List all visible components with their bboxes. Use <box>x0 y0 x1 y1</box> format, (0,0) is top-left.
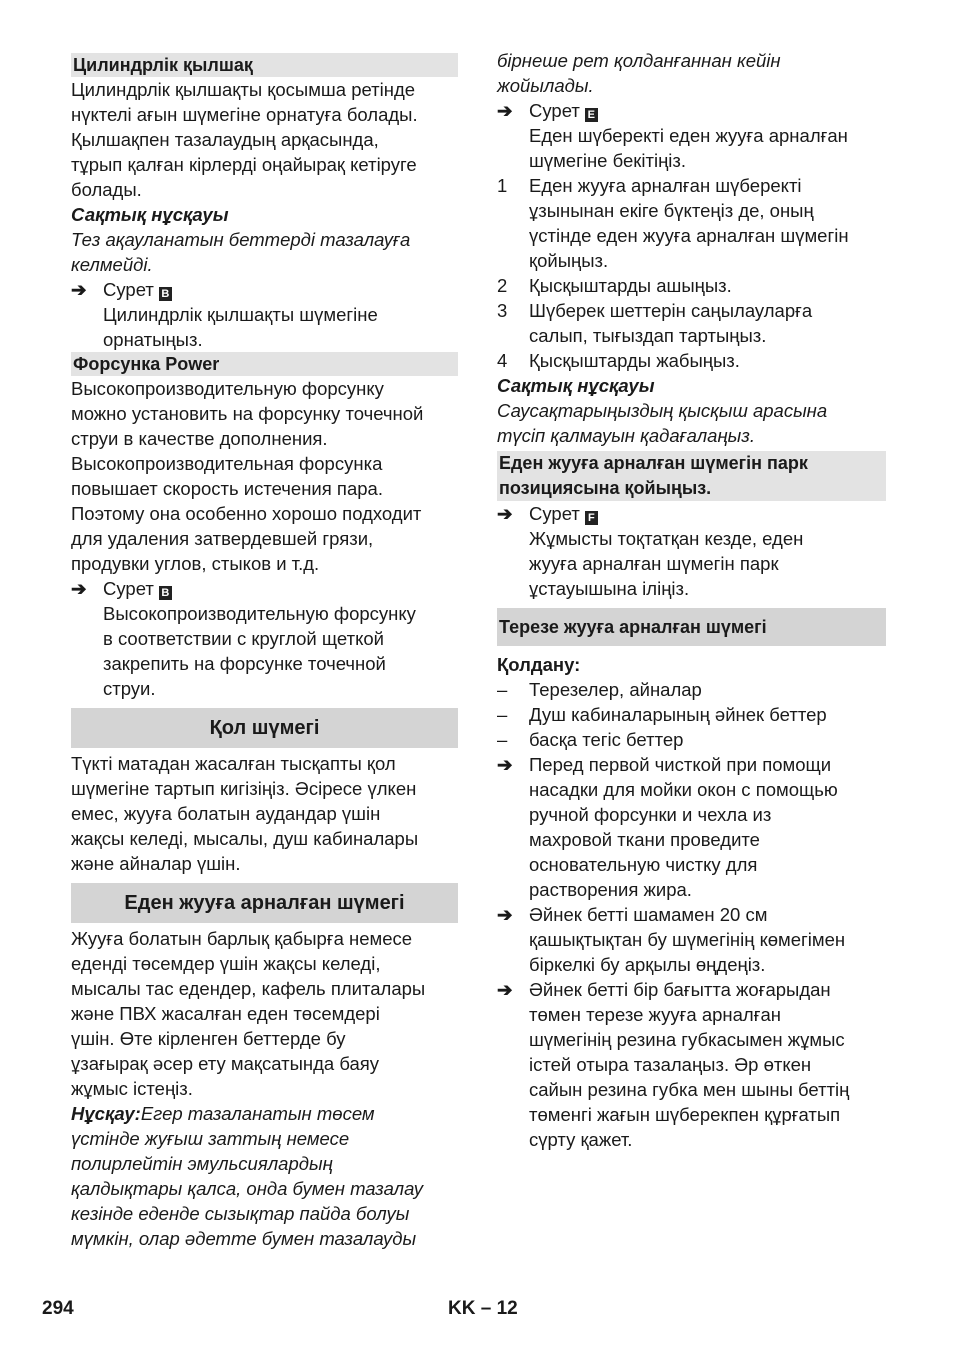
dash-bullet: – <box>497 679 508 700</box>
list-item: 3 Шүберек шеттерін саңылауларға <box>497 300 813 321</box>
left-column: Цилиндрлік қылшақ Цилиндрлік қылшақты қосымша ретінде нүктелі ағын шүмегіне орнатуға болады. Қылшақпен тазалаудың арқасында, тұрып қалған кірлерді оңайырақ кетіруге болады. Сақтық нұсқауы Тез ақауланатын беттерді тазалауға келмейді. ➔ Сурет B Цилиндрлік қылшақты шүмегіне орнатыңыз. Форсунка Power Высокопроизводительную форсунку можно установить на форсунку точечной струи в качестве дополнения. Высокопроизводительная форсунка повышает скорость истечения пара. Поэтому она особенно хорошо подходит для удаления затвердевшей грязи, продувки углов, стыков и т.д. ➔ Сурет B Высокопроизводительную форсунку в соответствии с круглой щеткой закрепить на форсунке точечной струи. Қол шүмегі Түкті матадан жасалған тысқапты қол шүмегіне тартып кигізіңіз. Әсіресе үлкен емес, жууға болатын аудандар үшін жақсы келеді, мысалы, душ кабиналары және айналар үшін. Еден жууға арналған шүмегі Жууға болатын барлық қабырға немесе еденді төсемдер үшін жақсы келеді, мысалы тас едендер, кафель плиталары және ПВХ жасалған еден төсемдері үшін. Өте кірленген беттерде бу ұзағырақ әсер ету мақсатында баяу жұмыс істеңіз. Нұсқау:Егер тазаланатын төсем үстінде жуғыш заттың немесе полирлейтін эмульсиялардың қалдықтары қалса, онда бумен тазалау кезінде еденде сызықтар пайда болуы мүмкін, олар әдетте бумен тазалауды <box>71 48 458 1251</box>
right-arrow-icon: ➔ <box>497 904 513 925</box>
cylinder-brush-text: Цилиндрлік қылшақты қосымша ретінде нүктелі ағын шүмегіне орнатуға болады. Қылшақпен тазалаудың арқасында, тұрып қалған кірлерді оңайырақ кетіруге болады. <box>71 79 418 200</box>
figure-reference: ➔ Сурет B <box>71 576 458 601</box>
usage-label: Қолдану: <box>497 654 581 675</box>
dash-bullet: – <box>497 729 508 750</box>
note-label: Нұсқау: <box>71 1103 141 1124</box>
figure-letter-badge: B <box>159 586 172 600</box>
right-column: бірнеше рет қолданғаннан кейін жойылады. ➔ Сурет E Еден шүберекті еден жууға арналған шүмегіне бекітіңіз. 1 Еден жууға арналған шүберекті ұзынынан екіге бүктеңіз де, оның үстінде еден жууға арналған шүмегін қойыңыз. 2 Қысқыштарды ашыңыз. 3 Шүберек шеттерін саңылауларға салып, тығыздап тартыңыз. 4 Қысқыштарды жабыңыз. Сақтық нұсқауы Саусақтарыңыздың қысқыш арасына түсіп қалмауын қадағалаңыз. Еден жууға арналған шүмегін парк позициясына қойыңыз. ➔ Сурет F Жұмысты тоқтатқан кезде, еден жууға арналған шүмегін парк ұстауышына іліңіз. Терезе жууға арналған шүмегі Қолдану: – Терезелер, айналар – Душ кабиналарының әйнек беттер – басқа тегіс беттер ➔ Перед первой чисткой при помощи насадки для мойки окон с помощью ручной форсунки и чехла из махровой ткани проведите основательную чистку для растворения жира. ➔ Әйнек бетті шамамен 20 см қашықтықтан бу шүмегінің көмегімен біркелкі бу арқылы өңдеңіз. ➔ Әйнек бетті бір бағытта жоғарыдан төмен терезе жууға арналған шүмегінің резина губкасымен жұмыс істей отыра тазалаңыз. Әр өткен сайын резина губка мен шыны беттің төменгі жағын шүберекпен құрғатып сүрту қажет. <box>497 48 886 1152</box>
window-nozzle-heading: Терезе жууға арналған шүмегі <box>497 608 886 646</box>
floor-nozzle-heading: Еден жууға арналған шүмегі <box>71 883 458 923</box>
figure-letter-badge: F <box>585 511 598 525</box>
figure-letter-badge: E <box>585 108 598 122</box>
hand-nozzle-text: Түкті матадан жасалған тысқапты қол шүмегіне тартып кигізіңіз. Әсіресе үлкен емес, жууға болатын аудандар үшін жақсы келеді, мысалы, душ кабиналары және айналар үшін. <box>71 753 419 874</box>
caution-heading: Сақтық нұсқауы <box>71 204 229 225</box>
section-label: KK – 12 <box>448 1298 518 1319</box>
hand-nozzle-heading: Қол шүмегі <box>71 708 458 748</box>
note-paragraph: Нұсқау:Егер тазаланатын төсем <box>71 1103 375 1124</box>
list-item: – басқа тегіс беттер <box>497 729 684 750</box>
figure-reference: ➔ Сурет F <box>497 501 886 526</box>
dash-bullet: – <box>497 704 508 725</box>
right-arrow-icon: ➔ <box>497 100 513 121</box>
park-position-heading: Еден жууға арналған шүмегін парк позициясына қойыңыз. <box>497 451 886 501</box>
right-arrow-icon: ➔ <box>71 279 87 300</box>
cylinder-brush-heading: Цилиндрлік қылшақ <box>71 53 458 77</box>
power-nozzle-text: Высокопроизводительную форсунку можно установить на форсунку точечной струи в качестве дополнения. Высокопроизводительная форсунка повышает скорость истечения пара. Поэтому она особенно хорошо подходит для удаления затвердевшей грязи, продувки углов, стыков и т.д. <box>71 378 424 574</box>
instruction-list: ➔ Перед первой чисткой при помощи насадки для мойки окон с помощью ручной форсунки и чехла из махровой ткани проведите основательную чистку для растворения жира. ➔ Әйнек бетті шамамен 20 см қашықтықтан бу шүмегінің көмегімен біркелкі бу арқылы өңдеңіз. ➔ Әйнек бетті бір бағытта жоғарыдан төмен терезе жууға арналған шүмегінің резина губкасымен жұмыс істей отыра тазалаңыз. Әр өткен сайын резина губка мен шыны беттің төменгі жағын шүберекпен құрғатып сүрту қажет. <box>497 752 886 1152</box>
right-arrow-icon: ➔ <box>497 754 513 775</box>
right-arrow-icon: ➔ <box>497 979 513 1000</box>
usage-list <box>497 677 886 752</box>
list-item: – Душ кабиналарының әйнек беттер <box>497 704 827 725</box>
right-arrow-icon: ➔ <box>71 578 87 599</box>
numbered-steps: 1 Еден жууға арналған шүберекті ұзынынан екіге бүктеңіз де, оның үстінде еден жууға арналған шүмегін қойыңыз. 2 Қысқыштарды ашыңыз. 3 Шүберек шеттерін саңылауларға салып, тығыздап тартыңыз. 4 Қысқыштарды жабыңыз. <box>497 173 886 373</box>
right-arrow-icon: ➔ <box>497 503 513 524</box>
list-item: – Терезелер, айналар <box>497 679 702 700</box>
page-number: 294 <box>42 1298 74 1319</box>
list-item: ➔ Перед первой чисткой при помощи <box>497 754 832 775</box>
list-item: 4 Қысқыштарды жабыңыз. <box>497 350 740 371</box>
caution-heading: Сақтық нұсқауы <box>497 375 655 396</box>
list-item: ➔ Әйнек бетті бір бағытта жоғарыдан <box>497 979 831 1000</box>
floor-nozzle-text: Жууға болатын барлық қабырға немесе еденді төсемдер үшін жақсы келеді, мысалы тас едендер, кафель плиталары және ПВХ жасалған еден төсемдері үшін. Өте кірленген беттерде бу ұзағырақ әсер ету мақсатында баяу жұмыс істеңіз. <box>71 928 426 1099</box>
figure-reference: ➔ Сурет B <box>71 277 458 302</box>
figure-letter-badge: B <box>159 287 172 301</box>
list-item: 1 Еден жууға арналған шүберекті <box>497 175 802 196</box>
list-item: 2 Қысқыштарды ашыңыз. <box>497 275 732 296</box>
list-item: ➔ Әйнек бетті шамамен 20 см <box>497 904 768 925</box>
power-nozzle-heading: Форсунка Power <box>71 352 458 376</box>
figure-reference: ➔ Сурет E <box>497 98 886 123</box>
